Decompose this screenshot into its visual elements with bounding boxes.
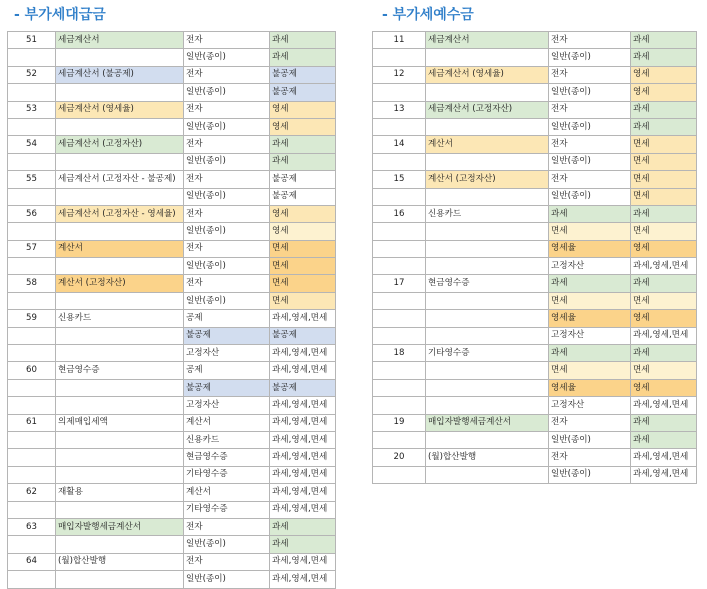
row-tax-type: 과세: [270, 153, 336, 170]
row-code: 11: [373, 32, 426, 49]
row-issue-type: 현금영수증: [184, 449, 270, 466]
row-code: [373, 466, 426, 483]
row-tax-type: 영세: [631, 310, 697, 327]
row-description: [56, 292, 184, 309]
row-code: 57: [8, 240, 56, 257]
row-description: 세금계산서: [426, 32, 549, 49]
row-tax-type: 과세,영세,면세: [270, 449, 336, 466]
table-row: [373, 327, 697, 344]
row-description: [426, 327, 549, 344]
row-description: [56, 223, 184, 240]
table-row: [8, 49, 336, 66]
row-code: [373, 292, 426, 309]
row-tax-type: 과세: [270, 49, 336, 66]
row-code: 56: [8, 205, 56, 222]
row-issue-type: 전자: [549, 101, 631, 118]
row-description: [56, 49, 184, 66]
row-description: [56, 379, 184, 396]
row-code: [373, 310, 426, 327]
row-description: 계산서 (고정자산): [56, 275, 184, 292]
row-issue-type: 전자: [184, 171, 270, 188]
row-tax-type: 과세,영세,면세: [270, 345, 336, 362]
table-row: [8, 362, 336, 379]
table-row: [373, 101, 697, 118]
row-code: 54: [8, 136, 56, 153]
row-code: [8, 118, 56, 135]
row-description: 세금계산서 (고정자산 - 영세율): [56, 205, 184, 222]
row-issue-type: 전자: [549, 171, 631, 188]
row-issue-type: 전자: [184, 101, 270, 118]
table-row: [373, 292, 697, 309]
row-tax-type: 면세: [631, 362, 697, 379]
row-description: [56, 536, 184, 553]
row-tax-type: 영세: [631, 84, 697, 101]
row-code: 63: [8, 518, 56, 535]
row-issue-type: 일반(종이): [184, 153, 270, 170]
row-tax-type: 면세: [270, 292, 336, 309]
row-description: 계산서: [426, 136, 549, 153]
row-code: 12: [373, 66, 426, 83]
row-description: (월)합산발행: [56, 553, 184, 570]
table-row: [373, 84, 697, 101]
row-code: [8, 397, 56, 414]
row-code: [373, 327, 426, 344]
row-issue-type: 전자: [549, 32, 631, 49]
row-issue-type: 일반(종이): [184, 258, 270, 275]
row-issue-type: 일반(종이): [549, 431, 631, 448]
row-issue-type: 기타영수증: [184, 501, 270, 518]
row-tax-type: 영세: [270, 223, 336, 240]
row-description: [426, 292, 549, 309]
row-code: 58: [8, 275, 56, 292]
table-row: [373, 66, 697, 83]
row-description: 매입자발행세금계산서: [56, 518, 184, 535]
table-row: [373, 240, 697, 257]
row-tax-type: 불공제: [270, 379, 336, 396]
vat-output-table: [372, 31, 697, 484]
row-description: 현금영수증: [426, 275, 549, 292]
row-issue-type: 일반(종이): [184, 84, 270, 101]
row-code: [8, 153, 56, 170]
row-issue-type: 일반(종이): [184, 292, 270, 309]
row-code: 51: [8, 32, 56, 49]
row-issue-type: 전자: [184, 32, 270, 49]
row-tax-type: 영세: [631, 66, 697, 83]
row-issue-type: 일반(종이): [549, 466, 631, 483]
table-row: [8, 84, 336, 101]
row-description: [426, 310, 549, 327]
row-issue-type: 면세: [549, 223, 631, 240]
table-row: [8, 449, 336, 466]
row-code: [373, 118, 426, 135]
row-issue-type: 전자: [184, 66, 270, 83]
row-issue-type: 공제: [184, 310, 270, 327]
row-tax-type: 과세: [631, 345, 697, 362]
row-tax-type: 과세: [270, 32, 336, 49]
row-code: [373, 240, 426, 257]
table-row: [373, 136, 697, 153]
row-tax-type: 과세,영세,면세: [270, 466, 336, 483]
row-tax-type: 영세: [270, 101, 336, 118]
table-row: [373, 118, 697, 135]
row-code: [8, 223, 56, 240]
row-tax-type: 과세: [631, 414, 697, 431]
row-description: 현금영수증: [56, 362, 184, 379]
row-code: [8, 571, 56, 588]
row-code: [8, 84, 56, 101]
row-code: [373, 223, 426, 240]
row-description: [56, 431, 184, 448]
row-tax-type: 면세: [270, 275, 336, 292]
row-description: [56, 327, 184, 344]
table-row: [8, 205, 336, 222]
row-tax-type: 과세,영세,면세: [270, 553, 336, 570]
row-issue-type: 신용카드: [184, 431, 270, 448]
row-issue-type: 전자: [184, 518, 270, 535]
row-tax-type: 불공제: [270, 84, 336, 101]
row-description: (월)합산발행: [426, 449, 549, 466]
row-tax-type: 과세: [631, 275, 697, 292]
row-issue-type: 일반(종이): [184, 571, 270, 588]
table-row: [373, 171, 697, 188]
row-code: [8, 466, 56, 483]
row-tax-type: 면세: [631, 171, 697, 188]
row-description: 세금계산서: [56, 32, 184, 49]
row-description: 신용카드: [426, 205, 549, 222]
row-description: [426, 223, 549, 240]
table-row: [8, 240, 336, 257]
table-row: [8, 431, 336, 448]
row-description: [56, 153, 184, 170]
table-row: [8, 223, 336, 240]
table-row: [373, 397, 697, 414]
row-code: [8, 379, 56, 396]
row-code: [8, 327, 56, 344]
row-code: 59: [8, 310, 56, 327]
row-description: [56, 118, 184, 135]
row-description: [56, 449, 184, 466]
table-row: [8, 188, 336, 205]
row-description: 세금계산서 (영세율): [56, 101, 184, 118]
row-code: [373, 49, 426, 66]
table-row: [373, 466, 697, 483]
row-issue-type: 기타영수증: [184, 466, 270, 483]
row-code: [373, 362, 426, 379]
row-issue-type: 고정자산: [549, 397, 631, 414]
table-row: [373, 32, 697, 49]
row-issue-type: 영세율: [549, 379, 631, 396]
row-tax-type: 과세,영세,면세: [270, 484, 336, 501]
row-tax-type: 과세: [631, 101, 697, 118]
row-issue-type: 면세: [549, 362, 631, 379]
row-tax-type: 과세: [631, 431, 697, 448]
row-description: [56, 84, 184, 101]
table-row: [373, 414, 697, 431]
table-row: [373, 258, 697, 275]
table-row: [373, 188, 697, 205]
row-code: [8, 449, 56, 466]
row-code: 52: [8, 66, 56, 83]
row-issue-type: 과세: [549, 275, 631, 292]
row-code: [8, 292, 56, 309]
table-row: [373, 205, 697, 222]
row-issue-type: 일반(종이): [549, 118, 631, 135]
row-issue-type: 과세: [549, 205, 631, 222]
row-tax-type: 면세: [631, 223, 697, 240]
table-row: [8, 553, 336, 570]
row-code: [373, 431, 426, 448]
row-code: 14: [373, 136, 426, 153]
row-code: [8, 49, 56, 66]
row-code: 13: [373, 101, 426, 118]
row-issue-type: 영세율: [549, 310, 631, 327]
row-description: [56, 466, 184, 483]
row-code: 62: [8, 484, 56, 501]
row-tax-type: 불공제: [270, 171, 336, 188]
row-tax-type: 과세: [631, 32, 697, 49]
row-description: 의제매입세액: [56, 414, 184, 431]
row-tax-type: 과세: [631, 49, 697, 66]
row-tax-type: 과세,영세,면세: [270, 362, 336, 379]
row-code: [373, 258, 426, 275]
row-code: 53: [8, 101, 56, 118]
row-description: [426, 466, 549, 483]
row-issue-type: 일반(종이): [184, 118, 270, 135]
row-description: 세금계산서 (고정자산): [56, 136, 184, 153]
table-row: [8, 501, 336, 518]
left-section-title: - 부가세대급금: [14, 7, 106, 23]
row-description: 세금계산서 (고정자산): [426, 101, 549, 118]
row-code: 61: [8, 414, 56, 431]
row-tax-type: 영세: [270, 205, 336, 222]
table-row: [373, 223, 697, 240]
row-tax-type: 과세: [631, 205, 697, 222]
row-code: [373, 379, 426, 396]
table-row: [8, 101, 336, 118]
row-code: [8, 501, 56, 518]
row-tax-type: 영세: [631, 379, 697, 396]
row-tax-type: 불공제: [270, 188, 336, 205]
row-issue-type: 과세: [549, 345, 631, 362]
row-description: [56, 188, 184, 205]
row-code: 19: [373, 414, 426, 431]
table-row: [8, 310, 336, 327]
table-row: [8, 397, 336, 414]
table-row: [8, 484, 336, 501]
row-tax-type: 과세,영세,면세: [631, 327, 697, 344]
row-issue-type: 전자: [549, 414, 631, 431]
row-tax-type: 불공제: [270, 66, 336, 83]
row-issue-type: 불공제: [184, 379, 270, 396]
row-description: [426, 397, 549, 414]
row-issue-type: 고정자산: [549, 327, 631, 344]
row-issue-type: 일반(종이): [184, 223, 270, 240]
row-tax-type: 과세,영세,면세: [270, 571, 336, 588]
table-row: [373, 153, 697, 170]
row-issue-type: 전자: [549, 136, 631, 153]
row-issue-type: 일반(종이): [549, 188, 631, 205]
table-row: [8, 345, 336, 362]
row-tax-type: 과세,영세,면세: [631, 397, 697, 414]
row-description: [56, 397, 184, 414]
table-row: [8, 571, 336, 588]
row-tax-type: 영세: [631, 240, 697, 257]
row-description: [426, 379, 549, 396]
row-code: 64: [8, 553, 56, 570]
row-tax-type: 면세: [631, 136, 697, 153]
row-tax-type: 면세: [270, 240, 336, 257]
row-description: 매입자발행세금계산서: [426, 414, 549, 431]
row-code: [8, 258, 56, 275]
table-row: [8, 518, 336, 535]
row-issue-type: 일반(종이): [549, 153, 631, 170]
row-tax-type: 면세: [631, 188, 697, 205]
row-description: [56, 501, 184, 518]
row-tax-type: 과세: [270, 518, 336, 535]
vat-input-table: [7, 31, 336, 589]
row-code: 17: [373, 275, 426, 292]
row-tax-type: 과세: [631, 118, 697, 135]
row-issue-type: 일반(종이): [184, 536, 270, 553]
row-code: 16: [373, 205, 426, 222]
row-issue-type: 일반(종이): [184, 49, 270, 66]
row-code: 15: [373, 171, 426, 188]
table-row: [8, 118, 336, 135]
table-row: [373, 379, 697, 396]
row-code: [373, 153, 426, 170]
table-row: [8, 66, 336, 83]
row-issue-type: 면세: [549, 292, 631, 309]
row-issue-type: 고정자산: [549, 258, 631, 275]
table-row: [8, 536, 336, 553]
row-description: [426, 258, 549, 275]
row-tax-type: 과세,영세,면세: [270, 501, 336, 518]
row-description: [426, 84, 549, 101]
row-issue-type: 계산서: [184, 484, 270, 501]
table-row: [373, 362, 697, 379]
row-issue-type: 전자: [549, 66, 631, 83]
row-description: 계산서: [56, 240, 184, 257]
row-code: [373, 84, 426, 101]
row-issue-type: 공제: [184, 362, 270, 379]
row-description: [426, 49, 549, 66]
row-description: [426, 153, 549, 170]
table-row: [8, 275, 336, 292]
row-code: [373, 397, 426, 414]
table-row: [8, 32, 336, 49]
row-tax-type: 면세: [631, 292, 697, 309]
row-code: [373, 188, 426, 205]
row-description: 세금계산서 (불공제): [56, 66, 184, 83]
row-issue-type: 전자: [184, 240, 270, 257]
row-issue-type: 전자: [184, 136, 270, 153]
row-code: [8, 431, 56, 448]
row-tax-type: 과세,영세,면세: [631, 449, 697, 466]
row-issue-type: 전자: [184, 275, 270, 292]
row-issue-type: 전자: [184, 553, 270, 570]
row-tax-type: 과세,영세,면세: [631, 466, 697, 483]
row-description: 세금계산서 (고정자산 - 불공제): [56, 171, 184, 188]
row-tax-type: 면세: [631, 153, 697, 170]
row-description: [56, 345, 184, 362]
row-code: [8, 536, 56, 553]
row-tax-type: 영세: [270, 118, 336, 135]
row-tax-type: 면세: [270, 258, 336, 275]
row-tax-type: 과세: [270, 536, 336, 553]
row-description: [56, 571, 184, 588]
table-row: [8, 327, 336, 344]
row-tax-type: 과세,영세,면세: [270, 397, 336, 414]
row-description: 신용카드: [56, 310, 184, 327]
table-row: [8, 379, 336, 396]
table-row: [373, 310, 697, 327]
table-row: [373, 449, 697, 466]
row-issue-type: 일반(종이): [184, 188, 270, 205]
row-tax-type: 불공제: [270, 327, 336, 344]
table-row: [373, 431, 697, 448]
row-description: [426, 362, 549, 379]
row-code: 55: [8, 171, 56, 188]
row-description: [426, 431, 549, 448]
row-tax-type: 과세,영세,면세: [270, 414, 336, 431]
row-code: [8, 345, 56, 362]
table-row: [8, 258, 336, 275]
row-description: 세금계산서 (영세율): [426, 66, 549, 83]
table-row: [8, 153, 336, 170]
row-tax-type: 과세,영세,면세: [270, 310, 336, 327]
row-description: [56, 258, 184, 275]
table-row: [373, 345, 697, 362]
row-code: 20: [373, 449, 426, 466]
row-tax-type: 과세: [270, 136, 336, 153]
row-issue-type: 고정자산: [184, 397, 270, 414]
row-issue-type: 계산서: [184, 414, 270, 431]
row-description: [426, 118, 549, 135]
row-code: [8, 188, 56, 205]
row-code: 60: [8, 362, 56, 379]
table-row: [8, 414, 336, 431]
row-description: 계산서 (고정자산): [426, 171, 549, 188]
row-issue-type: 고정자산: [184, 345, 270, 362]
row-description: [426, 188, 549, 205]
row-description: 재활용: [56, 484, 184, 501]
table-row: [8, 136, 336, 153]
row-issue-type: 전자: [549, 449, 631, 466]
table-row: [373, 49, 697, 66]
row-code: 18: [373, 345, 426, 362]
table-row: [8, 292, 336, 309]
row-issue-type: 일반(종이): [549, 49, 631, 66]
row-tax-type: 과세,영세,면세: [631, 258, 697, 275]
row-description: [426, 240, 549, 257]
row-issue-type: 영세율: [549, 240, 631, 257]
table-row: [8, 466, 336, 483]
row-description: 기타영수증: [426, 345, 549, 362]
table-row: [8, 171, 336, 188]
row-issue-type: 일반(종이): [549, 84, 631, 101]
row-issue-type: 전자: [184, 205, 270, 222]
row-tax-type: 과세,영세,면세: [270, 431, 336, 448]
row-issue-type: 불공제: [184, 327, 270, 344]
table-row: [373, 275, 697, 292]
right-section-title: - 부가세예수금: [382, 7, 474, 23]
